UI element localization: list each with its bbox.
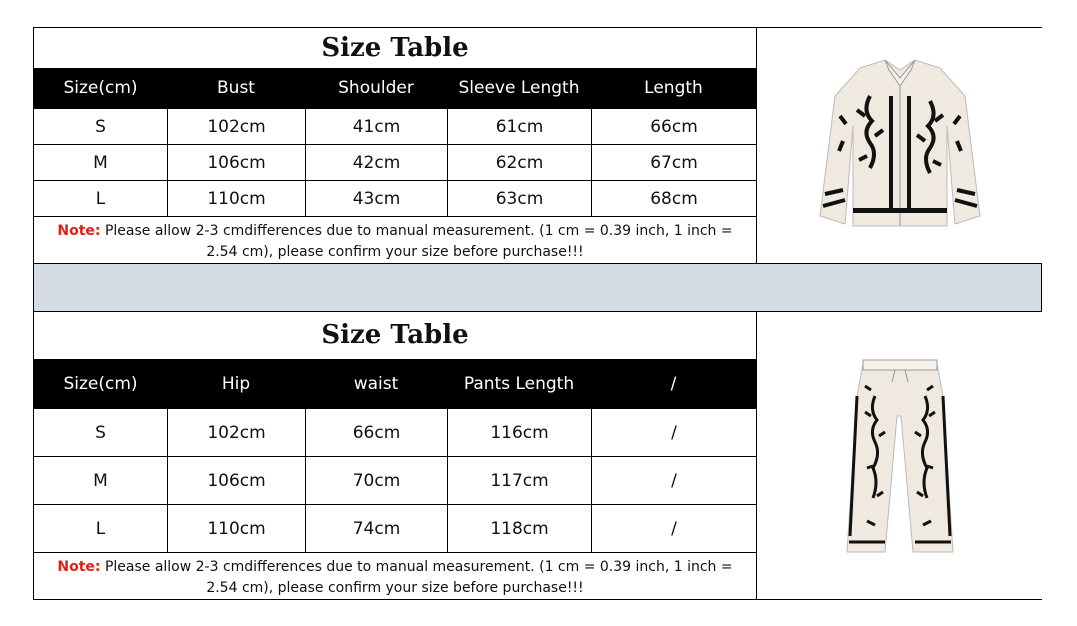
note-text: Please allow 2-3 cmdifferences due to manual measurement. (1 cm = 0.39 inch, 1 inch = 2.54 cm), please confirm your size before purchase!!!	[104, 223, 733, 260]
table2-header-waist: waist	[353, 373, 399, 394]
table-row	[34, 144, 756, 181]
table-cell: 43cm	[305, 181, 447, 217]
table-cell: 110cm	[167, 181, 305, 217]
shirt-icon	[815, 56, 985, 236]
table2-title: Size Table	[321, 320, 469, 350]
table-row	[34, 504, 756, 553]
table-cell: 41cm	[305, 109, 447, 145]
table-cell: 74cm	[305, 505, 447, 553]
pants-icon	[845, 356, 955, 556]
pants-image	[756, 312, 1042, 599]
table2-header-hip: Hip	[221, 373, 251, 394]
table-cell: 70cm	[305, 457, 447, 505]
table2-header-pants-length: Pants Length	[463, 373, 575, 394]
table-cell: 63cm	[447, 181, 591, 217]
table-cell: 106cm	[167, 145, 305, 181]
table-cell: M	[93, 471, 108, 491]
table-cell: 110cm	[167, 505, 305, 553]
table2-header-slash: /	[670, 373, 677, 394]
table-cell: 67cm	[591, 145, 756, 181]
note-text: Please allow 2-3 cmdifferences due to manual measurement. (1 cm = 0.39 inch, 1 inch = 2.54 cm), please confirm your size before purchase!!!	[104, 559, 733, 596]
table-cell: /	[591, 457, 756, 505]
table-cell: L	[95, 519, 106, 539]
shirt-image	[756, 28, 1042, 263]
table1-header-bust: Bust	[217, 78, 255, 98]
table-cell: M	[93, 153, 108, 173]
table-row	[34, 408, 756, 457]
note-label: Note:	[57, 223, 101, 239]
table-cell: 66cm	[305, 409, 447, 457]
table-cell: 68cm	[591, 181, 756, 217]
table1-header-length: Length	[644, 78, 703, 98]
table1-note	[34, 216, 756, 263]
table-cell: 102cm	[167, 409, 305, 457]
table2-header-size: Size(cm)	[63, 373, 138, 394]
note-label: Note:	[57, 559, 101, 575]
table1-header-sleeve: Sleeve Length	[458, 78, 580, 98]
table-cell: 42cm	[305, 145, 447, 181]
table-cell: /	[591, 505, 756, 553]
table-cell: 102cm	[167, 109, 305, 145]
table-cell: 106cm	[167, 457, 305, 505]
table-cell: S	[95, 423, 106, 443]
section-separator	[34, 263, 1041, 312]
table-cell: 118cm	[447, 505, 591, 553]
table1-header-size: Size(cm)	[63, 78, 138, 98]
table-cell: 66cm	[591, 109, 756, 145]
table-row	[34, 180, 756, 217]
table-cell: 117cm	[447, 457, 591, 505]
table-cell: S	[95, 117, 106, 137]
table-cell: 62cm	[447, 145, 591, 181]
table2-note	[34, 552, 756, 599]
table1-header-shoulder: Shoulder	[338, 78, 414, 98]
table-cell: 116cm	[447, 409, 591, 457]
table-row	[34, 108, 756, 145]
table-row	[34, 456, 756, 505]
table-cell: /	[591, 409, 756, 457]
table2-header	[34, 359, 756, 408]
table1-title: Size Table	[321, 33, 469, 63]
table-cell: L	[95, 189, 106, 209]
size-chart	[33, 27, 1042, 600]
table-cell: 61cm	[447, 109, 591, 145]
table1-header	[34, 68, 756, 108]
